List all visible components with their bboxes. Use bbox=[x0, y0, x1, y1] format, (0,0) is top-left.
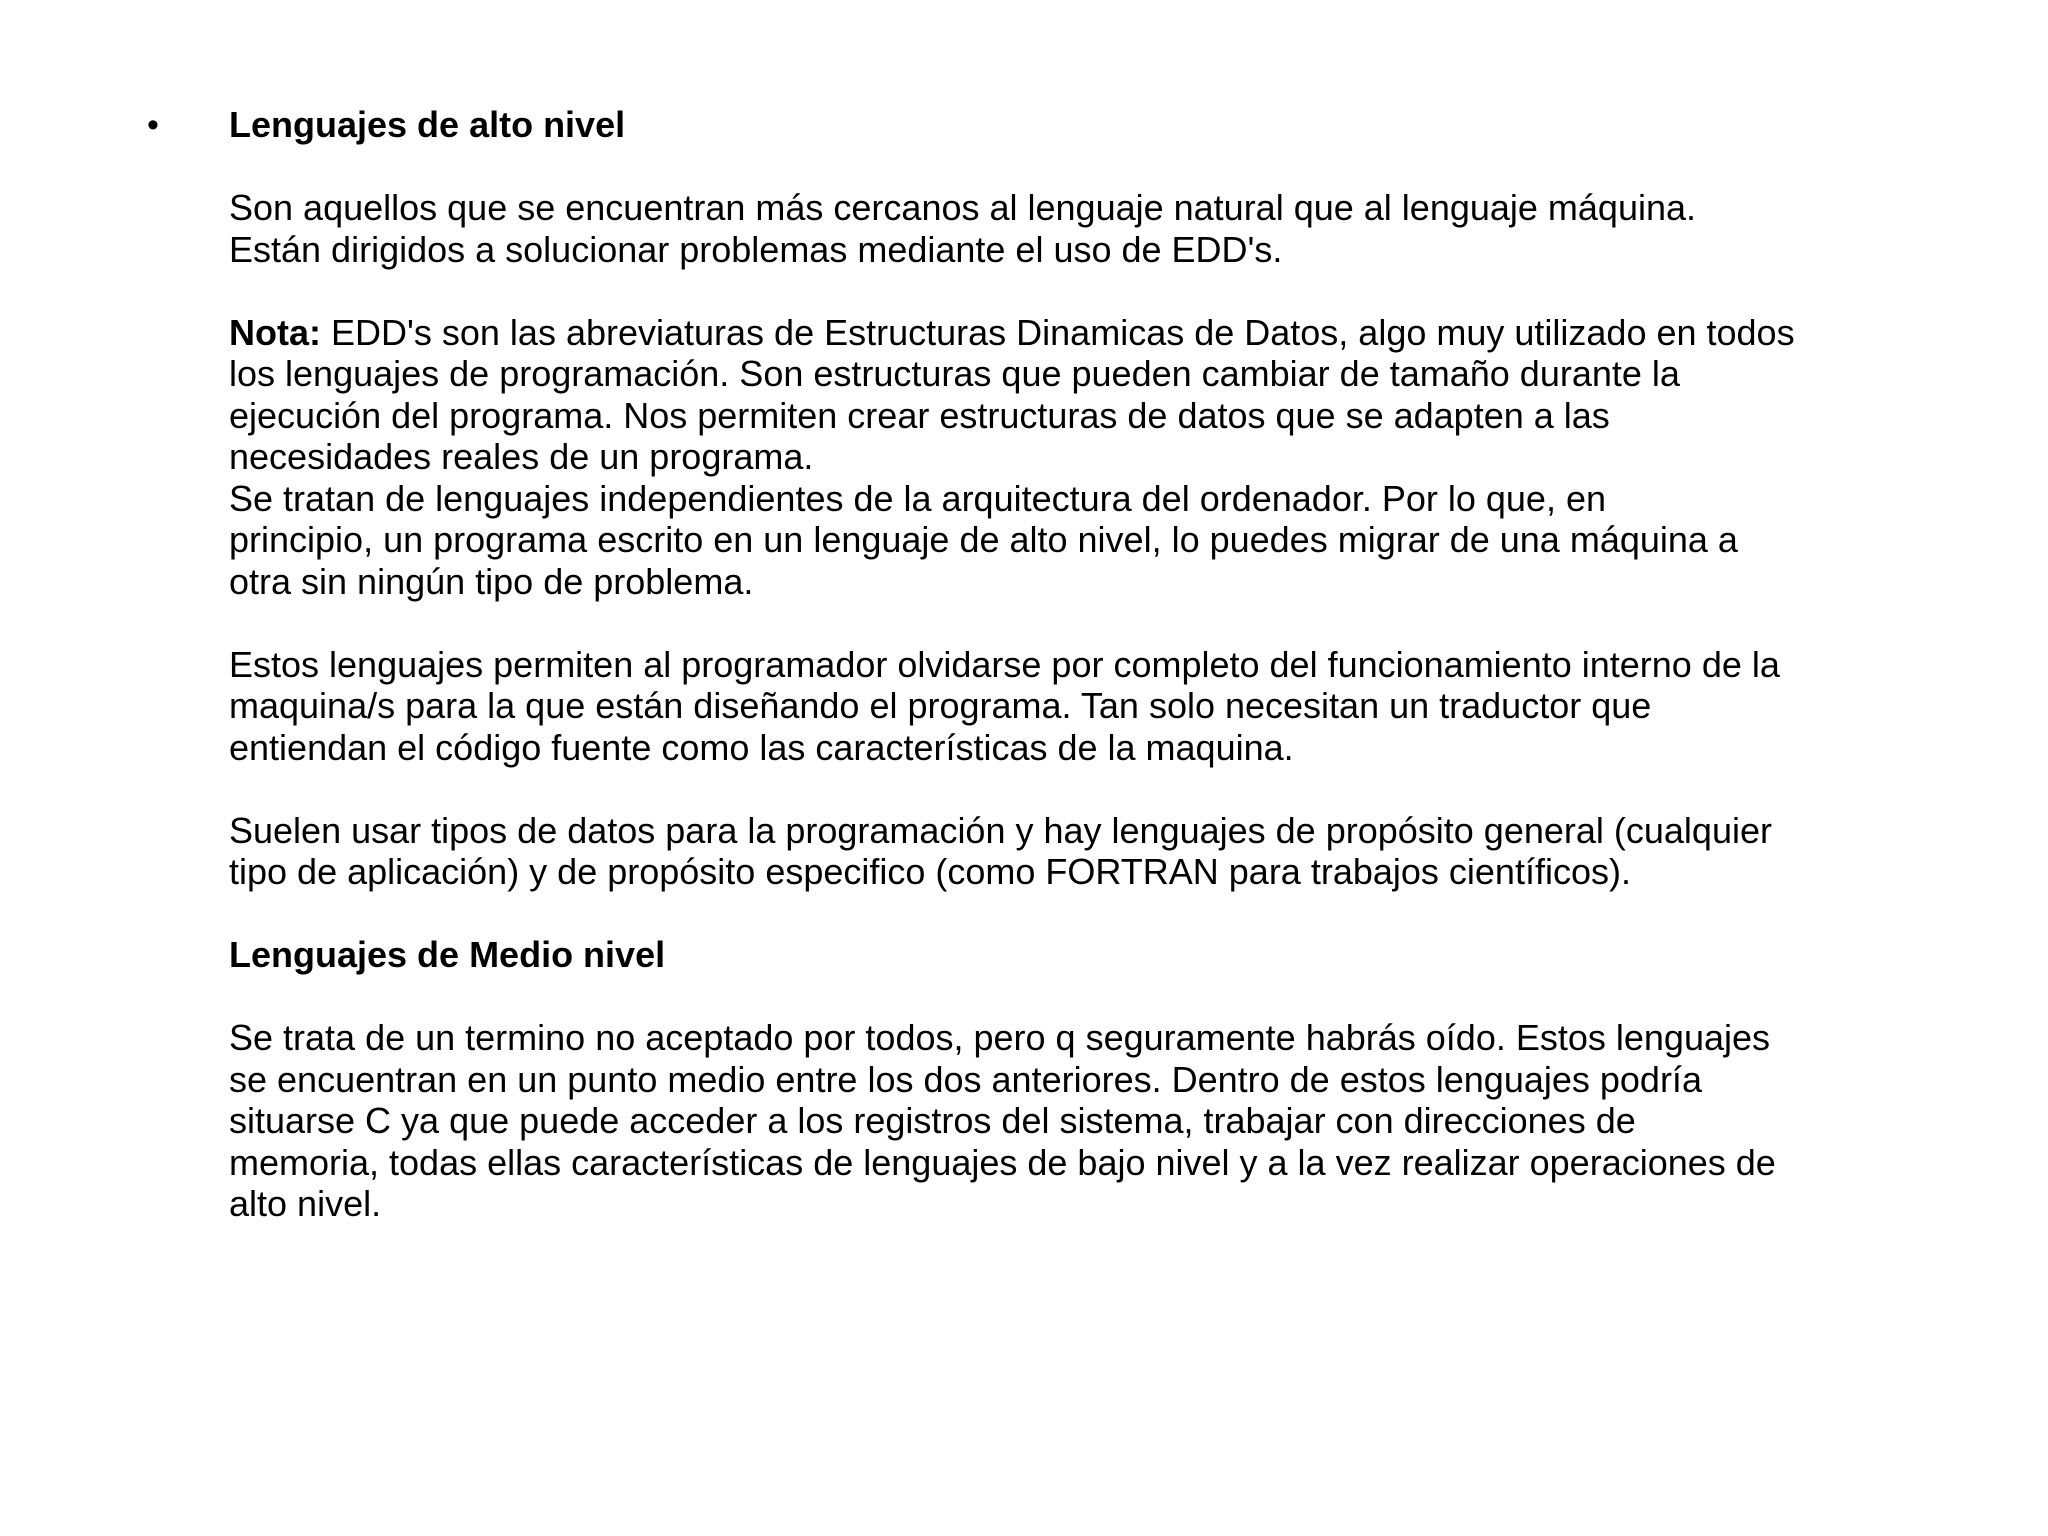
note-line bbox=[229, 312, 1969, 354]
heading-high-level: Lenguajes de alto nivel bbox=[229, 104, 626, 145]
para3-line: entiendan el código fuente como las características de la maquina. bbox=[229, 726, 1294, 768]
para3-line: maquina/s para la que están diseñando el programa. Tan solo necesitan un traductor que bbox=[229, 685, 1652, 726]
note-line: ejecución del programa. Nos permiten crear estructuras de datos que se adapten a las bbox=[229, 394, 1610, 436]
note-first-line: EDD's son las abreviaturas de Estructuras Dinamicas de Datos, algo muy utilizado en todos bbox=[321, 311, 1795, 353]
note-line: Se tratan de lenguajes independientes de la arquitectura del ordenador. Por lo que, en bbox=[229, 477, 1606, 519]
spacer bbox=[229, 768, 1969, 810]
para5-line: memoria, todas ellas características de lenguajes de bajo nivel y a la vez realizar operaciones de bbox=[229, 1141, 1776, 1183]
spacer bbox=[229, 270, 1969, 312]
bullet-marker: • bbox=[147, 106, 159, 144]
note-line: otra sin ningún tipo de problema. bbox=[229, 560, 754, 602]
para1-line: Están dirigidos a solucionar problemas mediante el uso de EDD's. bbox=[229, 228, 1283, 270]
para3-line: Estos lenguajes permiten al programador olvidarse por completo del funcionamiento interno de la bbox=[229, 643, 1780, 685]
note-line: principio, un programa escrito en un lenguaje de alto nivel, lo puedes migrar de una máquina a bbox=[229, 519, 1738, 560]
note-line: los lenguajes de programación. Son estructuras que pueden cambiar de tamaño durante la bbox=[229, 353, 1680, 394]
spacer bbox=[229, 602, 1969, 644]
spacer bbox=[229, 893, 1969, 935]
spacer bbox=[229, 976, 1969, 1018]
para5-line: situarse C ya que puede acceder a los registros del sistema, trabajar con direcciones de bbox=[229, 1100, 1636, 1141]
para4-line: Suelen usar tipos de datos para la programación y hay lenguajes de propósito general (cualquier bbox=[229, 809, 1772, 851]
para4-line: tipo de aplicación) y de propósito especifico (como FORTRAN para trabajos científicos). bbox=[229, 851, 1631, 892]
para5-line: Se trata de un termino no aceptado por todos, pero q seguramente habrás oído. Estos lenguajes bbox=[229, 1017, 1771, 1058]
note-label: Nota: bbox=[229, 311, 321, 353]
para5-line: se encuentran en un punto medio entre los dos anteriores. Dentro de estos lenguajes podría bbox=[229, 1058, 1702, 1100]
note-line: necesidades reales de un programa. bbox=[229, 436, 814, 477]
para1-line: Son aquellos que se encuentran más cercanos al lenguaje natural que al lenguaje máquina. bbox=[229, 187, 1697, 228]
para5-line: alto nivel. bbox=[229, 1183, 382, 1224]
heading-mid-level: Lenguajes de Medio nivel bbox=[229, 934, 666, 975]
spacer bbox=[229, 146, 1969, 188]
slide-body bbox=[229, 104, 1969, 1225]
